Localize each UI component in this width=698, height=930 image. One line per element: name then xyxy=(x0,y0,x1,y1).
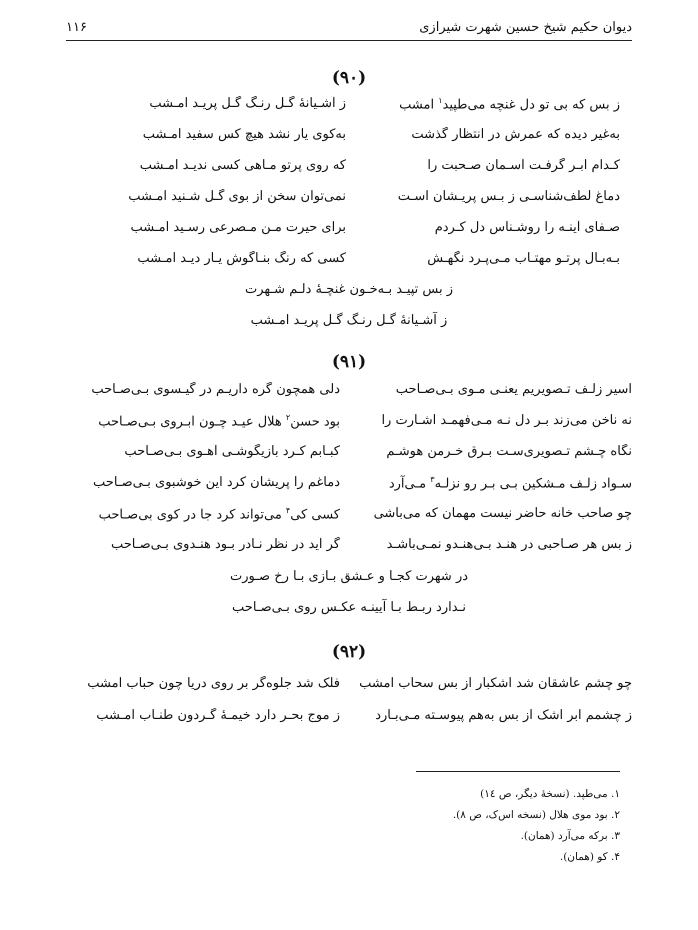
first-hemistich: چو صاحب خانه حاضر نیست مهمان که می‌باشی xyxy=(373,506,632,521)
footnote-rule xyxy=(416,771,620,772)
verse-line xyxy=(64,708,632,732)
book-title: دیوان حکیم شیخ حسین شهرت شیرازی xyxy=(419,20,632,35)
second-hemistich: فلک شد جلوه‌گر بر روی دریا چون حباب امشب xyxy=(87,676,340,691)
first-hemistich: کـدام ابـر گرفـت آسـمان صـحبت را xyxy=(427,158,620,173)
first-hemistich: ز چشمم ابر اشک از بس به‌هم پیوسـته مـی‌بـارد xyxy=(375,708,632,723)
footnote-1: ۱. می‌طپد. (نسخهٔ دیگر، ص ١٤) xyxy=(480,788,620,800)
second-hemistich: که روی پرتو مـاهی کسی ندیـد امـشب xyxy=(139,158,346,173)
second-hemistich: به‌کوی یار نشد هیچ کس سفید امـشب xyxy=(142,127,346,142)
verse-line xyxy=(76,96,620,120)
verse-line xyxy=(64,676,632,700)
verse-line xyxy=(76,189,620,213)
poem-number-91: (۹۱) xyxy=(331,352,367,372)
verse-line xyxy=(76,220,620,244)
poem-number-90: (۹۰) xyxy=(331,68,367,88)
running-header xyxy=(66,20,632,41)
verse-line xyxy=(64,444,632,468)
first-hemistich: به‌غیر دیده که عمرش در انتظار گذشت xyxy=(411,127,620,142)
first-hemistich: ز بس که بی تو دل غنچه می‌طپید$^۱$ امشب xyxy=(399,96,620,113)
first-hemistich: بـه‌بـال پرتـو مهتـاب مـی‌پـرد نگهـش xyxy=(427,251,620,266)
first-hemistich: نه ناخن می‌زند بـر دل نـه مـی‌فهمـد اشـارت را xyxy=(381,413,632,428)
first-hemistich: صـفای آینـه را روشـناس دل کـردم xyxy=(434,220,620,235)
footnote-4: ۴. کو (همان). xyxy=(559,851,620,863)
closing-verse-second: ز آشـیانهٔ گـل رنـگ گـل پریـد امـشب xyxy=(250,313,448,328)
second-hemistich: ز موج بحـر دارد خیمـهٔ گـردون طنـاب امـشب xyxy=(96,708,340,723)
verse-line xyxy=(76,251,620,275)
footnote-3: ۳. برکه می‌آرد (همان). xyxy=(520,830,620,842)
second-hemistich: کسی که رنگ بنـاگوش یـار دیـد امـشب xyxy=(137,251,346,266)
verse-line xyxy=(64,537,632,561)
page-number: ۱۱۶ xyxy=(66,20,87,35)
closing-verse-first: ز بس تپیـد بـه‌خـون غنچـهٔ دلـم شـهرت xyxy=(244,282,454,297)
second-hemistich: ز آشـیانهٔ گـل رنـگ گـل پریـد امـشب xyxy=(149,96,346,111)
second-hemistich: گر آید در نظر نـادر بـود هنـدوی بـی‌صـاحب xyxy=(111,537,340,552)
second-hemistich: دماغم را پریشان کرد این خوشبوی بـی‌صـاحب xyxy=(93,475,340,490)
second-hemistich: کبـابم کـرد بازیگوشـی آهـوی بـی‌صـاحب xyxy=(124,444,340,459)
closing-verse-first: در شهرت کجـا و عـشق بـازی بـا رخ صـورت xyxy=(229,569,469,584)
verse-line xyxy=(76,127,620,151)
verse-line xyxy=(64,413,632,437)
verse-line xyxy=(64,475,632,499)
verse-line xyxy=(64,506,632,530)
footnote-2: ۲. بود موی هلال (نسخه اس‌ک، ص ۸). xyxy=(452,809,620,821)
second-hemistich: دلی همچون گره داریـم در گیـسوی بـی‌صـاحب xyxy=(91,382,340,397)
first-hemistich: اسیر زلـف تـصویریم یعنـی مـوی بـی‌صـاحب xyxy=(395,382,632,397)
verse-line xyxy=(64,382,632,406)
first-hemistich: نگاه چـشم تـصویری‌سـت بـرق خـرمن هوشـم xyxy=(386,444,632,459)
poem-number-92: (۹۲) xyxy=(331,642,367,662)
second-hemistich: کسی کی$^۴$ می‌تواند کرد جا در کوی بی‌صـاحب xyxy=(98,506,340,523)
first-hemistich: سـواد زلـف مـشکین بـی بـر رو نزلـه$^۳$ مـی‌آرد xyxy=(388,475,632,492)
first-hemistich: دماغ لطف‌شناسـی ز بـس پریـشان اسـت xyxy=(397,189,620,204)
verse-line xyxy=(76,158,620,182)
first-hemistich: چو چشم عاشقان شد اشکبار از بس سحاب امشب xyxy=(359,676,632,691)
closing-verse-second: نـدارد ربـط بـا آیینـه عکـس روی بـی‌صـاحب xyxy=(232,600,466,615)
second-hemistich: برای حیرت مـن مـصرعی رسـید امـشب xyxy=(130,220,346,235)
second-hemistich: نمی‌توان سخن از بوی گـل شـنید امـشب xyxy=(128,189,346,204)
second-hemistich: بود حسن$^۲$ هلال عیـد چـون ابـروی بـی‌صـاحب xyxy=(98,413,340,430)
first-hemistich: ز بس هر صـاحبی در هنـد بـی‌هنـدو نمـی‌باشـد xyxy=(386,537,632,552)
